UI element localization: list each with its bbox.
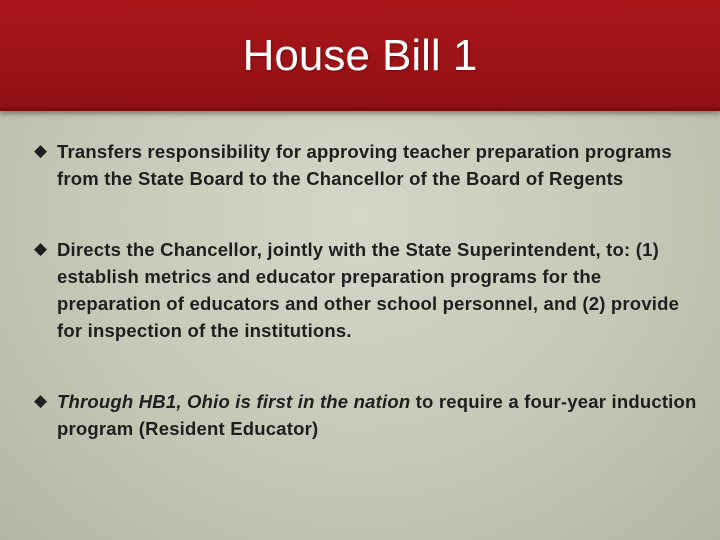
bullet-item-directs	[34, 236, 706, 344]
bullet-text: to require a four-year induction program (Resident Educator)	[57, 391, 697, 439]
diamond-bullet-icon: ◆	[34, 391, 48, 411]
slide-title: House Bill 1	[242, 31, 478, 80]
bullet-text: Directs the Chancellor, jointly with the State Superintendent, to: (1) establish metrics and educator preparation programs for the preparation of educators and other school personnel, and (2) provide for inspection of the institutions.	[57, 239, 680, 341]
bullet-item-through-hb1	[34, 388, 706, 442]
diamond-bullet-icon: ◆	[34, 141, 48, 161]
bullet-text: Transfers responsibility for approving teacher preparation programs from the State Board to the Chancellor of the Board of Regents	[57, 141, 672, 189]
bullet-list	[34, 138, 706, 442]
bullet-item-transfers	[34, 138, 706, 192]
bullet-emphasis-text: Through HB1, Ohio is first in the nation	[57, 391, 411, 412]
diamond-bullet-icon: ◆	[34, 239, 48, 259]
title-bar	[0, 0, 720, 111]
